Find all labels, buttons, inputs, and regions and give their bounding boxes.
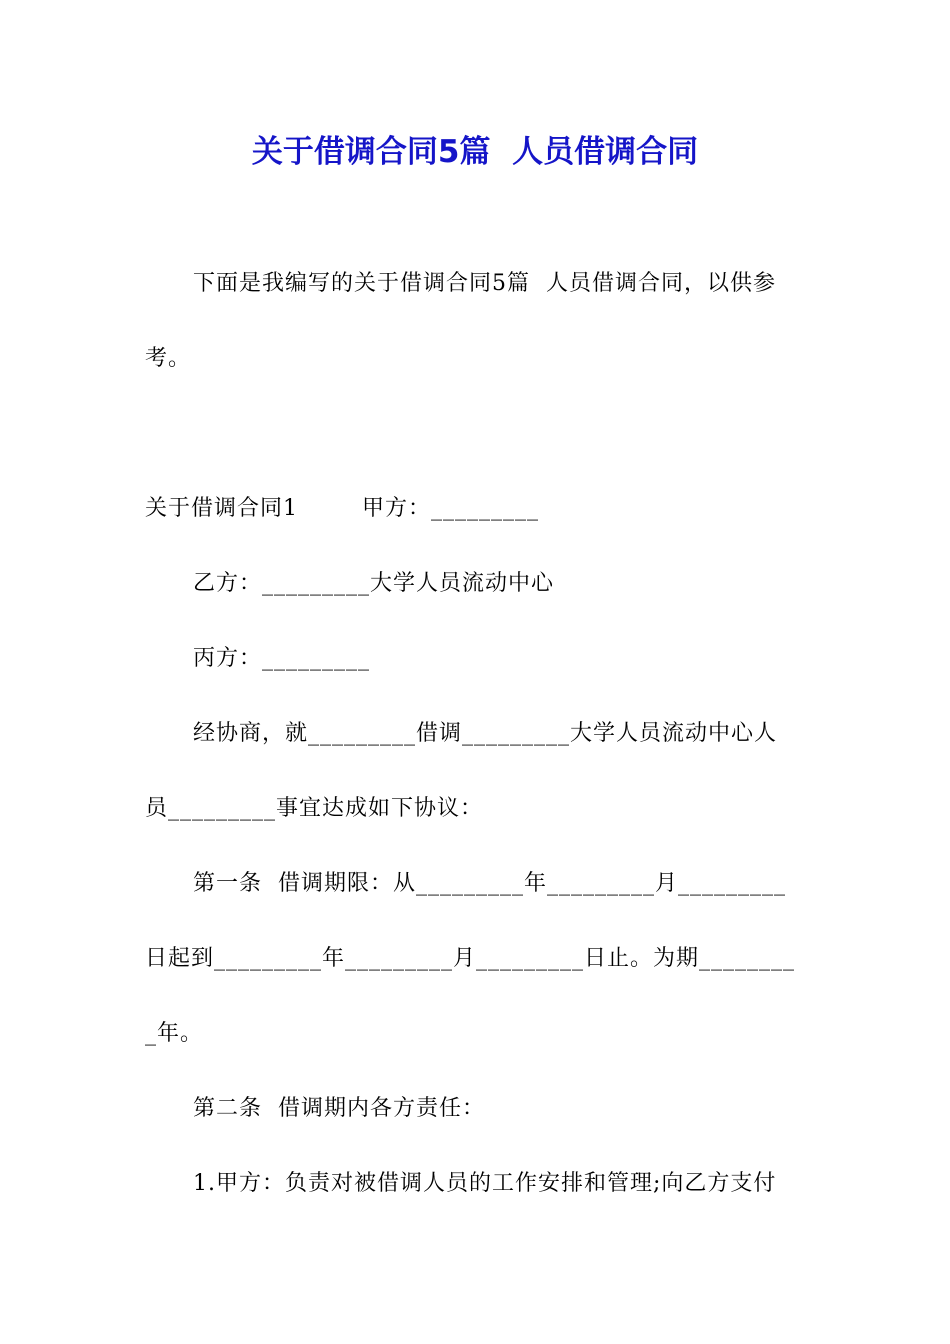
intro-line-2: 考。 — [145, 346, 192, 371]
intro-line-1: 下面是我编写的关于借调合同5篇 人员借调合同，以供参 — [193, 271, 776, 296]
document-title: 关于借调合同5篇 人员借调合同 — [251, 134, 699, 170]
party-c-line: 丙方：_________ — [193, 646, 371, 671]
article-2-heading: 第二条 借调期内各方责任： — [193, 1096, 485, 1121]
agreement-line-2: 员_________事宜达成如下协议： — [145, 796, 484, 821]
party-b-line: 乙方：_________大学人员流动中心 — [193, 571, 555, 596]
contract-heading-line: 关于借调合同1 甲方：_________ — [145, 496, 539, 521]
article-2-item-1: 1.甲方：负责对被借调人员的工作安排和管理;向乙方支付 — [193, 1171, 777, 1196]
agreement-line-1: 经协商，就_________借调_________大学人员流动中心人 — [193, 721, 778, 746]
article-1-line-2: 日起到_________年_________月_________日止。为期________ — [145, 946, 796, 971]
article-1-line-3: _年。 — [145, 1021, 204, 1046]
article-1-line-1: 第一条 借调期限：从_________年_________月_________ — [193, 871, 786, 896]
